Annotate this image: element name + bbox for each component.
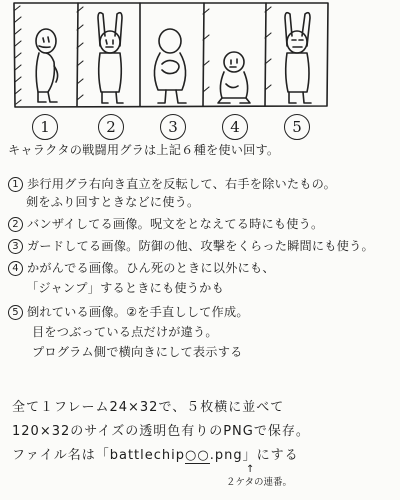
footer-line-3 — [12, 448, 299, 464]
strip-divider-3 — [203, 3, 204, 106]
note-item-5-line-2: 目をつぶっている点だけが違う。 — [32, 325, 218, 339]
sprite-frame-3-guard — [154, 29, 186, 103]
sprite-frame-4-crouch — [218, 52, 250, 103]
serial-note-arrow: ↑ — [246, 464, 255, 475]
note-item-3-text: ガードしてる画像。防御の他、攻撃をくらった瞬間にも使う。 — [27, 239, 374, 253]
note-item-4-line-1 — [8, 260, 275, 276]
note-item-5-line-3: プログラム側で横向きにして表示する — [32, 345, 243, 359]
note-item-1-line-1 — [8, 176, 336, 192]
footer-filename-prefix: ファイル名は「battlechip — [12, 448, 186, 463]
footer-line-2: 120×32のサイズの透明色有りのPNGで保存。 — [12, 424, 310, 439]
note-item-2-number: 2 — [8, 217, 23, 232]
note-item-4-text: かがんでる画像。ひん死のときに以外にも、 — [27, 261, 275, 275]
notes-intro: キャラクタの戦闘用グラは上記６種を使い回す。 — [8, 143, 280, 157]
note-item-2-line-1 — [8, 216, 323, 232]
frame-number-1: 1 — [32, 114, 58, 140]
note-item-5-number: 5 — [8, 305, 23, 320]
sprite-frame-1-standing — [36, 29, 58, 102]
footer-line-1: 全て１フレーム24×32で、５枚横に並べて — [12, 400, 285, 415]
note-item-5-text: 倒れている画像。②を手直しして作成。 — [27, 305, 249, 319]
frame-number-2: 2 — [98, 114, 124, 140]
frame-number-3: 3 — [160, 114, 186, 140]
strip-divider-1 — [77, 3, 78, 106]
sprite-frame-2-banzai — [98, 13, 123, 103]
serial-note-text: ２ケタの連番。 — [226, 477, 293, 488]
frame-number-4: 4 — [222, 114, 248, 140]
strip-hatching — [15, 6, 271, 104]
note-item-1-number: 1 — [8, 177, 23, 192]
note-item-4-number: 4 — [8, 261, 23, 276]
strip-frame — [14, 3, 328, 107]
note-item-2-text: バンザイしてる画像。呪文をとなえてる時にも使う。 — [27, 217, 324, 231]
note-item-1-line-2: 剣をふり回すときなどに使う。 — [26, 195, 200, 209]
sprite-frame-5-down — [285, 13, 311, 103]
note-item-3-number: 3 — [8, 239, 23, 254]
frame-number-5: 5 — [284, 114, 310, 140]
serial-note — [226, 464, 293, 488]
note-item-4-line-2: 「ジャンプ」するときにも使うかも — [26, 281, 224, 295]
footer-filename-serial: ○○ — [185, 448, 210, 463]
note-item-3-line-1 — [8, 238, 374, 254]
footer-filename-suffix: .png」にする — [209, 448, 299, 463]
note-item-5-line-1 — [8, 304, 249, 320]
note-item-1-text: 歩行用グラ右向き直立を反転して、右手を除いたもの。 — [27, 177, 336, 191]
strip-divider-4 — [265, 3, 266, 106]
sprite-strip-sketch — [0, 0, 400, 112]
